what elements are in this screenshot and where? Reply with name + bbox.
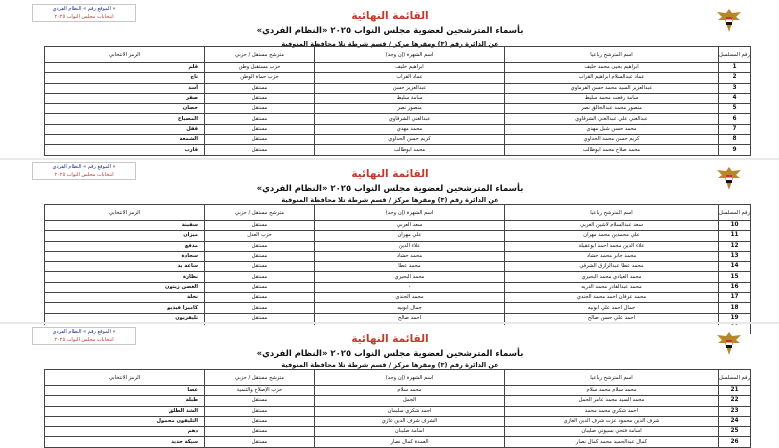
cell-number: 3 (719, 83, 751, 93)
cell-party: مستقل (205, 303, 315, 313)
column-header-name: اسم المترشح رباعيا (505, 205, 719, 221)
page-title: القائمة النهائية (351, 168, 429, 180)
cell-electoral-symbol: ميزان (45, 231, 205, 241)
table-header-row (45, 205, 751, 221)
cell-candidate-name: محمد عطا عبدالرازق الشرقي (505, 262, 719, 272)
column-header-symbol: الرمز الانتخابي (45, 47, 205, 63)
cell-fame-name: جمال ابوبيه (315, 303, 505, 313)
cell-number: 26 (719, 437, 751, 447)
table-row (45, 272, 751, 282)
cell-fame-name: عماد القراب (315, 73, 505, 83)
cell-number: 8 (719, 135, 751, 145)
column-header-fame: اسم الشهرة (إن وجد) (315, 47, 505, 63)
cell-party: مستقل (205, 396, 315, 406)
cell-party: مستقل (205, 313, 315, 323)
cell-electoral-symbol: تليفزيون (45, 313, 205, 323)
table-row (45, 135, 751, 145)
cell-party: حزب العدل (205, 231, 315, 241)
stamp-line-1: « الموقع رقم » النظام الفردي (52, 6, 116, 12)
cell-candidate-name: منصور محمد عبدالخالق نصر (505, 104, 719, 114)
table-header-row (45, 370, 751, 386)
cell-candidate-name: محمد السيد محمد عامر الجمل (505, 396, 719, 406)
document-page-3 (30, 325, 750, 445)
table-row (45, 437, 751, 447)
table-row (45, 63, 751, 73)
table-row (45, 104, 751, 114)
cell-fame-name: عبدالغني الشرقاوي (315, 114, 505, 124)
egypt-eagle-emblem-icon (714, 164, 744, 194)
table-row (45, 282, 751, 292)
cell-number: 18 (719, 303, 751, 313)
cell-number: 23 (719, 406, 751, 416)
column-header-symbol: الرمز الانتخابي (45, 370, 205, 386)
cell-electoral-symbol: الشد الطلق (45, 406, 205, 416)
candidates-table (44, 369, 751, 448)
cell-candidate-name: احمد علي حسن صالح (505, 313, 719, 323)
cell-party: مستقل (205, 145, 315, 155)
cell-fame-name: علاء الدين (315, 241, 505, 251)
cell-fame-name: - (315, 282, 505, 292)
cell-number: 4 (719, 93, 751, 103)
cell-fame-name: محمد حشاد (315, 251, 505, 261)
table-row (45, 221, 751, 231)
table-row (45, 303, 751, 313)
cell-fame-name: محمد سلام (315, 386, 505, 396)
cell-electoral-symbol: أسد (45, 83, 205, 93)
cell-electoral-symbol: مدفع (45, 241, 205, 251)
cell-electoral-symbol: حصان (45, 104, 205, 114)
cell-fame-name: اسامة صليبان (315, 427, 505, 437)
document-page-2 (30, 160, 750, 322)
cell-fame-name: محمد عطا (315, 262, 505, 272)
column-header-name: اسم المترشح رباعيا (505, 47, 719, 63)
table-row (45, 83, 751, 93)
cell-number: 7 (719, 124, 751, 134)
district-line: عن الدائرة رقم (٣) ومقرها مركز / قسم شرطة تلا محافظة المنوفية (281, 40, 499, 48)
cell-fame-name: علي مهران (315, 231, 505, 241)
cell-number: 24 (719, 416, 751, 426)
cell-party: حزب حماة الوطن (205, 73, 315, 83)
column-header-fame: اسم الشهرة (إن وجد) (315, 370, 505, 386)
candidates-table (44, 204, 751, 334)
cell-party: حزب مستقبل وطن (205, 63, 315, 73)
cell-number: 25 (719, 427, 751, 437)
egypt-eagle-emblem-icon (714, 329, 744, 359)
cell-electoral-symbol: قارب (45, 145, 205, 155)
cell-party: حزب الإصلاح والتنمية (205, 386, 315, 396)
cell-candidate-name: اسامة فتحي بسيوني صليبان (505, 427, 719, 437)
cell-fame-name: احمد شكري سليمان (315, 406, 505, 416)
cell-party: مستقل (205, 114, 315, 124)
cell-electoral-symbol: عصا (45, 386, 205, 396)
cell-fame-name: منصور نصر (315, 104, 505, 114)
cell-number: 22 (719, 396, 751, 406)
cell-party: مستقل (205, 416, 315, 426)
table-row (45, 416, 751, 426)
cell-candidate-name: كمال عبدالحميد محمد كمال نصار (505, 437, 719, 447)
cell-candidate-name: محمد العيادي محمد البحيري (505, 272, 719, 282)
cell-candidate-name: عبدالعزيز السيد محمد حسن الفرماوي (505, 83, 719, 93)
table-row (45, 427, 751, 437)
cell-candidate-name: عبدالغني علي عبدالغني الشرقاوي (505, 114, 719, 124)
column-header-fame: اسم الشهرة (إن وجد) (315, 205, 505, 221)
cell-party: مستقل (205, 124, 315, 134)
cell-candidate-name: شرف الدين محمود عزت شرف الدين الغازي (505, 416, 719, 426)
cell-electoral-symbol: ساعة يد (45, 262, 205, 272)
cell-electoral-symbol: قفل (45, 124, 205, 134)
cell-candidate-name: احمد شكري محمد محمد (505, 406, 719, 416)
table-row (45, 114, 751, 124)
cell-candidate-name: ابراهيم يحيى محمد خليف (505, 63, 719, 73)
stamp-line-1: « الموقع رقم » النظام الفردي (52, 164, 116, 170)
table-header-row (45, 47, 751, 63)
cell-candidate-name: سامة رفعت محمد سليط (505, 93, 719, 103)
table-row (45, 262, 751, 272)
cell-electoral-symbol: التليفون محمول (45, 416, 205, 426)
cell-party: مستقل (205, 83, 315, 93)
table-row (45, 231, 751, 241)
cell-fame-name: سامة سليط (315, 93, 505, 103)
page-subtitle: بأسماء المترشحين لعضوية مجلس النواب ٢٠٢٥ «النظام الفردي» (256, 26, 524, 36)
cell-number: 21 (719, 386, 751, 396)
column-header-name: اسم المترشح رباعيا (505, 370, 719, 386)
page-title: القائمة النهائية (351, 10, 429, 22)
stamp-line-2: انتخابات مجلس النواب ٢٠٢٥ (54, 171, 114, 178)
cell-number: 17 (719, 293, 751, 303)
cell-electoral-symbol: كاميرا فيديو (45, 303, 205, 313)
cell-party: مستقل (205, 437, 315, 447)
district-line: عن الدائرة رقم (٣) ومقرها مركز / قسم شرطة تلا محافظة المنوفية (281, 361, 499, 369)
cell-number: 9 (719, 145, 751, 155)
cell-candidate-name: محمد عبدالقادر محمد الدريه (505, 282, 719, 292)
cell-party: مستقل (205, 221, 315, 231)
cell-electoral-symbol: الغصن زيتون (45, 282, 205, 292)
cell-number: 6 (719, 114, 751, 124)
cell-number: 1 (719, 63, 751, 73)
cell-electoral-symbol: صقر (45, 93, 205, 103)
cell-fame-name: ابراهيم خليف (315, 63, 505, 73)
cell-party: مستقل (205, 241, 315, 251)
table-row (45, 124, 751, 134)
table-row (45, 293, 751, 303)
cell-electoral-symbol: نظارة (45, 272, 205, 282)
district-line: عن الدائرة رقم (٣) ومقرها مركز / قسم شرطة تلا محافظة المنوفية (281, 196, 499, 204)
cell-number: 11 (719, 231, 751, 241)
column-header-party: مترشح مستقل / حزبي (205, 47, 315, 63)
cell-candidate-name: محمد صلاح محمد ابوطالب (505, 145, 719, 155)
column-header-number: رقم المسلسل (719, 47, 751, 63)
cell-fame-name: محمد ابوطالب (315, 145, 505, 155)
cell-number: 16 (719, 282, 751, 292)
table-row (45, 241, 751, 251)
cell-fame-name: محمد الجندي (315, 293, 505, 303)
cell-electoral-symbol: سفينة (45, 221, 205, 231)
page-subtitle: بأسماء المترشحين لعضوية مجلس النواب ٢٠٢٥ «النظام الفردي» (256, 184, 524, 194)
cell-fame-name: الجمل (315, 396, 505, 406)
candidates-table (44, 46, 751, 156)
cell-party: مستقل (205, 282, 315, 292)
cell-party: مستقل (205, 251, 315, 261)
cell-party: مستقل (205, 93, 315, 103)
cell-party: مستقل (205, 262, 315, 272)
cell-candidate-name: محمد عرفان احمد محمد الجندي (505, 293, 719, 303)
cell-electoral-symbol: سجادة (45, 251, 205, 261)
cell-number: 19 (719, 313, 751, 323)
page-title: القائمة النهائية (351, 333, 429, 345)
cell-number: 5 (719, 104, 751, 114)
table-row (45, 396, 751, 406)
stamp-line-1: « الموقع رقم » النظام الفردي (52, 329, 116, 335)
cell-fame-name: سعد العربي (315, 221, 505, 231)
stamp-line-2: انتخابات مجلس النواب ٢٠٢٥ (54, 336, 114, 343)
cell-candidate-name: سعد عبدالسلام لاشين العربي (505, 221, 719, 231)
cell-electoral-symbol: تاج (45, 73, 205, 83)
cell-party: مستقل (205, 406, 315, 416)
cell-number: 10 (719, 221, 751, 231)
column-header-number: رقم المسلسل (719, 370, 751, 386)
cell-fame-name: احمد صالح (315, 313, 505, 323)
table-row (45, 145, 751, 155)
cell-electoral-symbol: سيكة حديد (45, 437, 205, 447)
cell-electoral-symbol: نخلة (45, 293, 205, 303)
cell-number: 15 (719, 272, 751, 282)
cell-party: مستقل (205, 293, 315, 303)
cell-candidate-name: علي محمدين محمد مهران (505, 231, 719, 241)
cell-candidate-name: كريم حسن محمد الحداوي (505, 135, 719, 145)
cell-electoral-symbol: دهم (45, 427, 205, 437)
egypt-eagle-emblem-icon (714, 6, 744, 36)
table-row (45, 251, 751, 261)
cell-number: 12 (719, 241, 751, 251)
cell-fame-name: العمدة كمال نصار (315, 437, 505, 447)
cell-candidate-name: محمد سلام محمد سلام (505, 386, 719, 396)
cell-electoral-symbol: طبلة (45, 396, 205, 406)
table-row (45, 386, 751, 396)
cell-electoral-symbol: المصباح (45, 114, 205, 124)
page-subtitle: بأسماء المترشحين لعضوية مجلس النواب ٢٠٢٥ «النظام الفردي» (256, 349, 524, 359)
column-header-number: رقم المسلسل (719, 205, 751, 221)
column-header-party: مترشح مستقل / حزبي (205, 370, 315, 386)
cell-fame-name: كريم حسن الحداوي (315, 135, 505, 145)
cell-fame-name: الشرف شرف الدين غازي (315, 416, 505, 426)
cell-party: مستقل (205, 135, 315, 145)
table-row (45, 406, 751, 416)
column-header-party: مترشح مستقل / حزبي (205, 205, 315, 221)
cell-fame-name: محمد البحيري (315, 272, 505, 282)
cell-party: مستقل (205, 427, 315, 437)
table-row (45, 73, 751, 83)
cell-candidate-name: محمد جابر محمد حشاد (505, 251, 719, 261)
cell-candidate-name: جمال احمد علي ابوبيه (505, 303, 719, 313)
cell-electoral-symbol: الشمعة (45, 135, 205, 145)
cell-fame-name: محمد مهدي (315, 124, 505, 134)
cell-candidate-name: علاء الدين محمد احمد ابوعقيلة (505, 241, 719, 251)
cell-candidate-name: محمد حسن شبل مهدي (505, 124, 719, 134)
cell-party: مستقل (205, 272, 315, 282)
cell-candidate-name: عماد عبدالسلام ابراهيم القراب (505, 73, 719, 83)
cell-number: 2 (719, 73, 751, 83)
stamp-line-2: انتخابات مجلس النواب ٢٠٢٥ (54, 13, 114, 20)
column-header-symbol: الرمز الانتخابي (45, 205, 205, 221)
cell-party: مستقل (205, 104, 315, 114)
table-row (45, 93, 751, 103)
cell-number: 13 (719, 251, 751, 261)
page-separator (0, 322, 779, 324)
document-page-1 (30, 2, 750, 158)
cell-number: 14 (719, 262, 751, 272)
cell-electoral-symbol: قلم (45, 63, 205, 73)
cell-fame-name: عبدالعزيز حسن (315, 83, 505, 93)
